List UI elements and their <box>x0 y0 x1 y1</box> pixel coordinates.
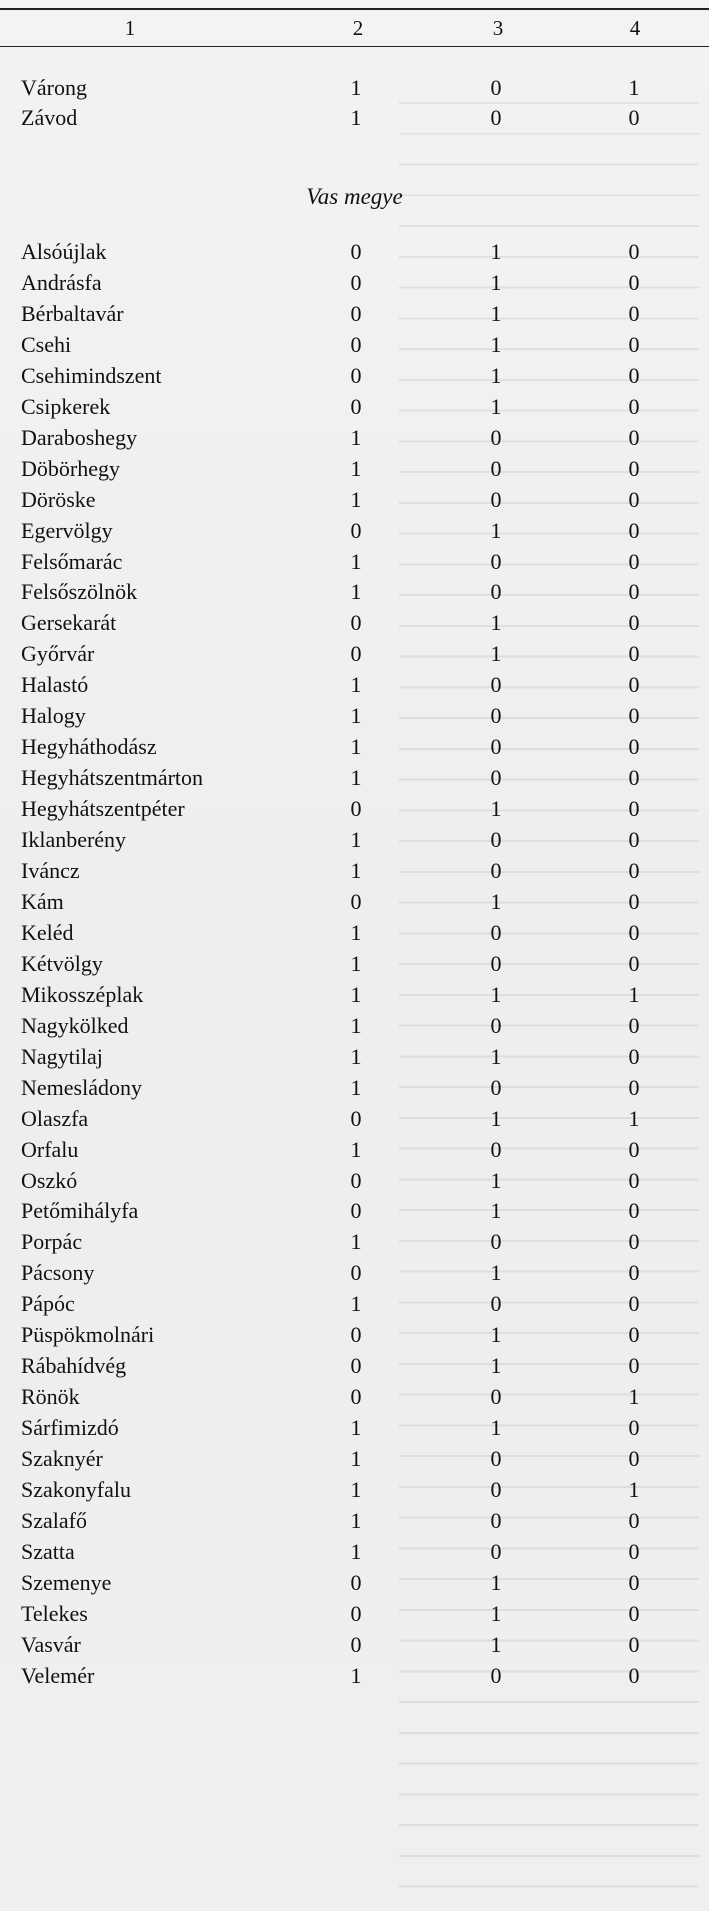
value-col-2: 0 <box>350 239 362 264</box>
value-col-3: 0 <box>490 424 502 450</box>
value-col-4: 0 <box>628 1291 640 1317</box>
value-col-3: 1 <box>490 981 502 1007</box>
table-row <box>0 856 709 886</box>
table-row <box>0 516 709 546</box>
value-col-4: 0 <box>628 1012 640 1038</box>
value-col-4: 0 <box>628 548 640 574</box>
place-name: Döbörhegy <box>21 455 120 481</box>
value-col-2: 1 <box>350 765 362 791</box>
value-col-3: 1 <box>490 1569 502 1595</box>
value-col-3: 1 <box>490 1043 502 1069</box>
value-col-4: 0 <box>628 105 640 130</box>
place-name: Iváncz <box>21 858 80 883</box>
table-row <box>0 1011 709 1041</box>
value-col-4: 0 <box>628 703 640 729</box>
value-col-3: 0 <box>490 105 502 130</box>
value-col-2: 0 <box>350 331 362 357</box>
value-col-4: 0 <box>628 517 640 543</box>
value-col-3: 1 <box>490 1631 502 1657</box>
value-col-4: 0 <box>628 1229 640 1255</box>
value-col-4: 0 <box>628 424 640 450</box>
place-name: Felsőszölnök <box>21 579 138 605</box>
value-col-4: 0 <box>628 1569 640 1595</box>
value-col-4: 0 <box>628 486 640 512</box>
table-row <box>0 670 709 700</box>
value-col-2: 0 <box>350 517 362 543</box>
section-title: Vas megye <box>306 184 403 209</box>
column-header-2: 2 <box>352 16 364 40</box>
place-name: Iklanberény <box>21 827 127 853</box>
value-col-2: 1 <box>350 1662 362 1688</box>
value-col-3: 0 <box>490 950 502 976</box>
value-col-3: 0 <box>490 827 502 853</box>
value-col-2: 1 <box>350 579 362 605</box>
value-col-2: 1 <box>350 1074 362 1100</box>
value-col-4: 0 <box>628 1043 640 1069</box>
value-col-2: 1 <box>350 1291 362 1317</box>
table-row <box>0 1444 709 1474</box>
table-row <box>0 361 709 391</box>
place-name: Csipkerek <box>21 393 111 419</box>
value-col-3: 1 <box>490 641 502 667</box>
value-col-4: 0 <box>628 239 640 264</box>
value-col-2: 0 <box>350 888 362 914</box>
value-col-2: 0 <box>350 1198 362 1224</box>
table-row <box>0 1135 709 1165</box>
value-col-2: 1 <box>350 1229 362 1255</box>
table-top-rule <box>0 8 709 10</box>
column-header-1: 1 <box>124 16 136 40</box>
value-col-3: 0 <box>490 1507 502 1533</box>
table-row <box>0 1537 709 1567</box>
table-row <box>0 949 709 979</box>
value-col-4: 0 <box>628 1198 640 1224</box>
place-name: Kám <box>21 888 64 914</box>
place-name: Várong <box>21 75 87 100</box>
place-name: Szaknyér <box>21 1446 103 1472</box>
place-name: Püspökmolnári <box>21 1322 155 1348</box>
table-row <box>0 1320 709 1350</box>
place-name: Szakonyfalu <box>21 1477 131 1502</box>
value-col-4: 0 <box>628 1353 640 1379</box>
value-col-2: 1 <box>350 827 362 853</box>
value-col-4: 0 <box>628 796 640 822</box>
value-col-3: 0 <box>490 1136 502 1162</box>
value-col-3: 1 <box>490 796 502 822</box>
value-col-4: 1 <box>628 981 640 1007</box>
place-name: Csehi <box>21 331 72 357</box>
value-col-3: 0 <box>490 1446 502 1472</box>
value-col-3: 1 <box>490 1415 502 1441</box>
value-col-3: 1 <box>490 517 502 543</box>
place-name: Nagykölked <box>21 1012 129 1038</box>
value-col-3: 0 <box>490 579 502 605</box>
table-row <box>0 763 709 793</box>
value-col-4: 0 <box>628 1260 640 1286</box>
value-col-2: 1 <box>350 858 362 883</box>
value-col-4: 0 <box>628 1322 640 1348</box>
value-col-4: 0 <box>628 1507 640 1533</box>
value-col-3: 1 <box>490 1167 502 1193</box>
value-col-2: 0 <box>350 269 362 295</box>
table-row <box>0 918 709 948</box>
place-name: Halastó <box>21 672 89 698</box>
value-col-2: 1 <box>350 105 362 130</box>
value-col-3: 1 <box>490 1198 502 1224</box>
value-col-3: 1 <box>490 888 502 914</box>
place-name: Petőmihályfa <box>21 1198 139 1224</box>
place-name: Nemesládony <box>21 1074 142 1100</box>
value-col-4: 0 <box>628 269 640 295</box>
value-col-3: 0 <box>490 548 502 574</box>
value-col-2: 0 <box>350 1260 362 1286</box>
value-col-4: 0 <box>628 1662 640 1688</box>
value-col-4: 0 <box>628 827 640 853</box>
value-col-2: 1 <box>350 424 362 450</box>
table-row <box>0 454 709 484</box>
value-col-3: 1 <box>490 393 502 419</box>
header-rule <box>0 46 709 47</box>
table-row <box>0 547 709 577</box>
value-col-2: 1 <box>350 1012 362 1038</box>
value-col-4: 0 <box>628 641 640 667</box>
value-col-2: 1 <box>350 1538 362 1564</box>
value-col-4: 0 <box>628 765 640 791</box>
place-name: Rábahídvég <box>21 1353 127 1379</box>
place-name: Felsőmarác <box>21 548 123 574</box>
table-row <box>0 887 709 917</box>
value-col-3: 1 <box>490 331 502 357</box>
value-col-3: 0 <box>490 75 502 100</box>
value-col-2: 1 <box>350 672 362 698</box>
value-col-2: 1 <box>350 1043 362 1069</box>
place-name: Mikosszéplak <box>21 981 144 1007</box>
value-col-2: 0 <box>350 1569 362 1595</box>
value-col-2: 0 <box>350 1167 362 1193</box>
value-col-2: 1 <box>350 455 362 481</box>
place-name: Döröske <box>21 486 96 512</box>
value-col-3: 0 <box>490 1384 502 1410</box>
place-name: Porpác <box>21 1229 83 1255</box>
table-row <box>0 1568 709 1598</box>
value-col-2: 0 <box>350 796 362 822</box>
value-col-3: 0 <box>490 455 502 481</box>
place-name: Szemenye <box>21 1569 112 1595</box>
value-col-4: 0 <box>628 362 640 388</box>
value-col-2: 1 <box>350 1477 362 1502</box>
table-row <box>0 103 709 133</box>
table-row <box>0 1661 709 1691</box>
value-col-3: 0 <box>490 1662 502 1688</box>
place-name: Telekes <box>21 1600 88 1626</box>
table-row <box>0 1630 709 1660</box>
value-col-4: 1 <box>628 1384 640 1410</box>
value-col-3: 1 <box>490 269 502 295</box>
place-name: Rönök <box>21 1384 80 1410</box>
place-name: Alsóújlak <box>21 239 107 264</box>
table-row <box>0 1042 709 1072</box>
value-col-4: 0 <box>628 1538 640 1564</box>
table-row <box>0 299 709 329</box>
table-row <box>0 608 709 638</box>
value-col-2: 1 <box>350 486 362 512</box>
value-col-3: 0 <box>490 703 502 729</box>
table-row <box>0 825 709 855</box>
value-col-3: 0 <box>490 1538 502 1564</box>
place-name: Závod <box>21 105 78 130</box>
place-name: Pácsony <box>21 1260 95 1286</box>
place-name: Hegyháthodász <box>21 734 157 760</box>
value-col-3: 1 <box>490 1353 502 1379</box>
value-col-4: 0 <box>628 610 640 636</box>
column-header-4: 4 <box>629 16 641 40</box>
value-col-2: 1 <box>350 703 362 729</box>
value-col-4: 0 <box>628 858 640 883</box>
value-col-2: 0 <box>350 1105 362 1131</box>
table-row <box>0 577 709 607</box>
value-col-2: 1 <box>350 1446 362 1472</box>
value-col-4: 0 <box>628 393 640 419</box>
place-name: Nagytilaj <box>21 1043 103 1069</box>
table-row <box>0 1289 709 1319</box>
place-name: Hegyhátszentmárton <box>21 765 204 791</box>
table-row <box>0 423 709 453</box>
table-row <box>0 639 709 669</box>
table-row <box>0 1599 709 1629</box>
value-col-2: 1 <box>350 548 362 574</box>
value-col-2: 0 <box>350 1600 362 1626</box>
value-col-4: 0 <box>628 1600 640 1626</box>
place-name: Velemér <box>21 1662 95 1688</box>
value-col-2: 0 <box>350 1353 362 1379</box>
place-name: Keléd <box>21 919 74 945</box>
place-name: Oszkó <box>21 1167 78 1193</box>
value-col-4: 0 <box>628 455 640 481</box>
place-name: Olaszfa <box>21 1105 89 1131</box>
value-col-3: 1 <box>490 1322 502 1348</box>
value-col-4: 0 <box>628 1415 640 1441</box>
value-col-3: 0 <box>490 858 502 883</box>
place-name: Pápóc <box>21 1291 75 1317</box>
value-col-4: 1 <box>628 75 640 100</box>
value-col-3: 1 <box>490 1600 502 1626</box>
table-row <box>0 1258 709 1288</box>
value-col-3: 1 <box>490 300 502 326</box>
value-col-4: 0 <box>628 919 640 945</box>
table-row <box>0 392 709 422</box>
place-name: Kétvölgy <box>21 950 103 976</box>
place-name: Csehimindszent <box>21 362 162 388</box>
value-col-4: 1 <box>628 1105 640 1131</box>
value-col-2: 1 <box>350 1507 362 1533</box>
table-row <box>0 485 709 515</box>
place-name: Győrvár <box>21 641 95 667</box>
place-name: Egervölgy <box>21 517 113 543</box>
value-col-2: 0 <box>350 300 362 326</box>
value-col-4: 0 <box>628 579 640 605</box>
column-header-3: 3 <box>492 16 504 40</box>
value-col-3: 0 <box>490 1012 502 1038</box>
value-col-3: 1 <box>490 1105 502 1131</box>
table-row <box>0 1351 709 1381</box>
table-row <box>0 268 709 298</box>
value-col-2: 1 <box>350 1415 362 1441</box>
value-col-4: 0 <box>628 950 640 976</box>
value-col-3: 0 <box>490 1074 502 1100</box>
table-row <box>0 1506 709 1536</box>
table-row <box>0 330 709 360</box>
table-row <box>0 1166 709 1196</box>
value-col-3: 1 <box>490 239 502 264</box>
place-name: Hegyhátszentpéter <box>21 796 185 822</box>
place-name: Vasvár <box>21 1631 81 1657</box>
table-row <box>0 794 709 824</box>
table-row <box>0 1104 709 1134</box>
table-row <box>0 73 709 103</box>
place-name: Szalafő <box>21 1507 87 1533</box>
table-row <box>0 1227 709 1257</box>
value-col-4: 0 <box>628 300 640 326</box>
value-col-3: 1 <box>490 1260 502 1286</box>
value-col-2: 1 <box>350 981 362 1007</box>
place-name: Sárfimizdó <box>21 1415 119 1441</box>
value-col-4: 0 <box>628 672 640 698</box>
value-col-4: 0 <box>628 331 640 357</box>
value-col-4: 0 <box>628 1631 640 1657</box>
value-col-2: 1 <box>350 919 362 945</box>
value-col-4: 1 <box>628 1477 640 1502</box>
table-row <box>0 980 709 1010</box>
value-col-3: 0 <box>490 734 502 760</box>
value-col-3: 0 <box>490 1477 502 1502</box>
table-row <box>0 1196 709 1226</box>
place-name: Orfalu <box>21 1136 79 1162</box>
value-col-3: 1 <box>490 610 502 636</box>
value-col-4: 0 <box>628 888 640 914</box>
table-row <box>0 1382 709 1412</box>
value-col-3: 0 <box>490 1229 502 1255</box>
value-col-4: 0 <box>628 1167 640 1193</box>
table-row <box>0 237 709 267</box>
value-col-2: 1 <box>350 1136 362 1162</box>
value-col-2: 1 <box>350 950 362 976</box>
place-name: Andrásfa <box>21 269 102 295</box>
table-row <box>0 701 709 731</box>
value-col-2: 1 <box>350 75 362 100</box>
value-col-3: 0 <box>490 919 502 945</box>
value-col-3: 0 <box>490 672 502 698</box>
place-name: Halogy <box>21 703 86 729</box>
place-name: Daraboshegy <box>21 424 138 450</box>
table-row <box>0 1475 709 1505</box>
value-col-4: 0 <box>628 1136 640 1162</box>
value-col-3: 0 <box>490 1291 502 1317</box>
value-col-2: 0 <box>350 1322 362 1348</box>
value-col-2: 0 <box>350 1384 362 1410</box>
value-col-2: 0 <box>350 362 362 388</box>
value-col-2: 0 <box>350 610 362 636</box>
value-col-4: 0 <box>628 1074 640 1100</box>
place-name: Bérbaltavár <box>21 300 124 326</box>
value-col-2: 0 <box>350 641 362 667</box>
table-row <box>0 1073 709 1103</box>
value-col-2: 0 <box>350 393 362 419</box>
table-row <box>0 1413 709 1443</box>
value-col-3: 0 <box>490 486 502 512</box>
value-col-2: 0 <box>350 1631 362 1657</box>
table-row <box>0 732 709 762</box>
value-col-4: 0 <box>628 734 640 760</box>
value-col-3: 0 <box>490 765 502 791</box>
value-col-3: 1 <box>490 362 502 388</box>
value-col-4: 0 <box>628 1446 640 1472</box>
value-col-2: 1 <box>350 734 362 760</box>
place-name: Gersekarát <box>21 610 117 636</box>
place-name: Szatta <box>21 1538 75 1564</box>
